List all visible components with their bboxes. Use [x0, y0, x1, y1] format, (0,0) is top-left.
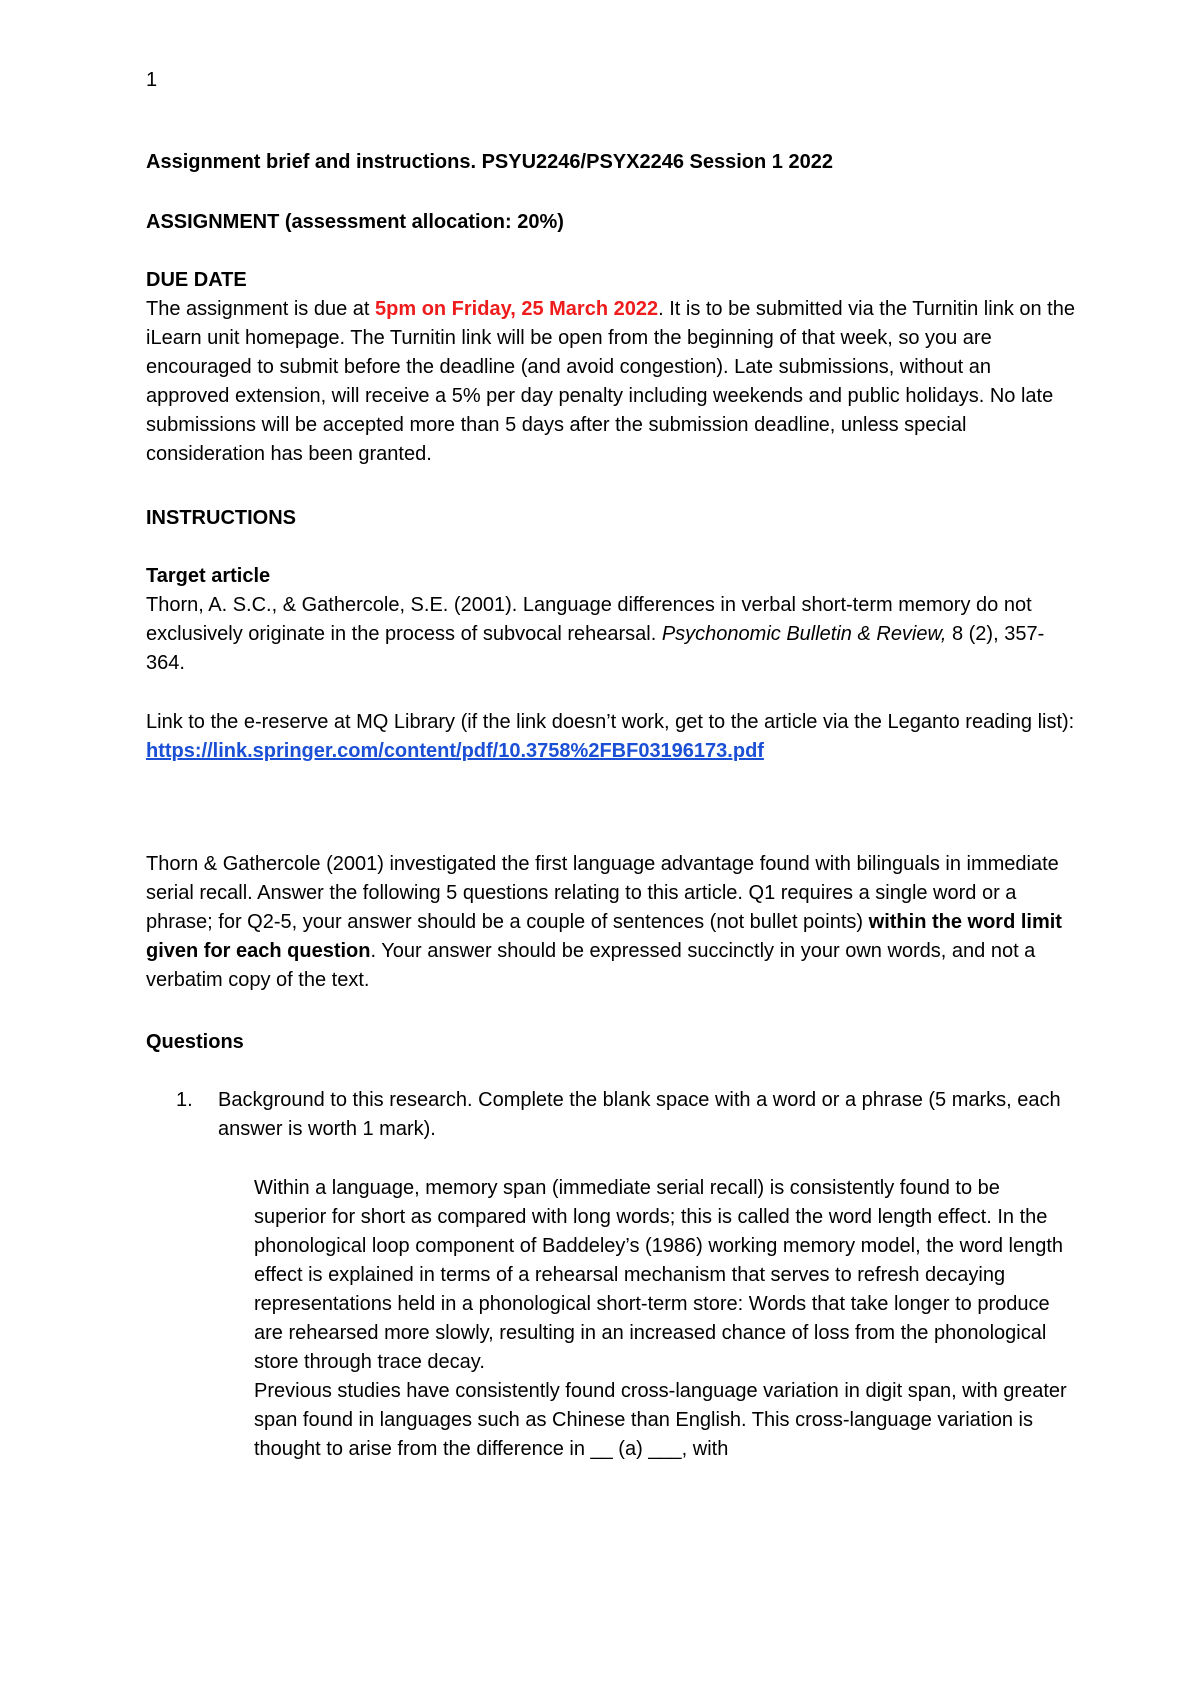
library-text: Link to the e-reserve at MQ Library (if the link doesn’t work, get to the article via the Leganto reading list): — [146, 711, 1075, 733]
question-1-text: Background to this research. Complete the blank space with a word or a phrase (5 marks, each answer is worth 1 mark). — [218, 1089, 1061, 1140]
due-date-heading: DUE DATE — [146, 269, 247, 291]
article-link[interactable]: https://link.springer.com/content/pdf/10.3758%2FBF03196173.pdf — [146, 740, 764, 762]
target-article-heading: Target article — [146, 565, 271, 587]
target-citation — [146, 591, 1076, 678]
document-title: Assignment brief and instructions. PSYU2246/PSYX2246 Session 1 2022 — [146, 151, 833, 173]
due-text-before: The assignment is due at — [146, 298, 376, 320]
deadline-text: 5pm on Friday, 25 March 2022 — [375, 298, 659, 320]
intro-part2: . Your answer should be expressed succinctly in your own words, and not a verbatim copy of the text. — [146, 940, 1036, 991]
page-number: 1 — [146, 69, 158, 91]
question-1-paragraph-2: Previous studies have consistently found cross-language variation in digit span, with greater span found in languages such as Chinese than English. This cross-language variation is thought to arise from the difference in __ (a) ___, with — [254, 1380, 1067, 1460]
intro-part1: Thorn & Gathercole (2001) investigated the first language advantage found with bilinguals in immediate serial recall. Answer the following 5 questions relating to this article. Q1 requires a single word or a phrase; for Q2-5, your answer should be a couple of sentences (not bullet points) — [146, 853, 1059, 933]
due-date-paragraph — [146, 295, 1076, 469]
citation-journal: Psychonomic Bulletin & Review, — [661, 623, 947, 645]
intro-paragraph — [146, 850, 1076, 995]
assignment-heading: ASSIGNMENT (assessment allocation: 20%) — [146, 211, 564, 233]
instructions-heading: INSTRUCTIONS — [146, 507, 296, 529]
question-1-paragraph-1: Within a language, memory span (immediate serial recall) is consistently found to be superior for short as compared with long words; this is called the word length effect. In the phonological loop component of Baddeley’s (1986) working memory model, the word length effect is explained in terms of a rehearsal mechanism that serves to refresh decaying representations held in a phonological short-term store: Words that take longer to produce are rehearsed more slowly, resulting in an increased chance of loss from the phonological store through trace decay. — [254, 1177, 1063, 1373]
citation-end: 8 (2), 357-364. — [146, 623, 1045, 674]
library-link-paragraph — [146, 708, 1076, 766]
intro-bold: within the word limit given for each question — [146, 911, 1062, 962]
citation-main: Thorn, A. S.C., & Gathercole, S.E. (2001). Language differences in verbal short-term memory do not exclusively originate in the process of subvocal rehearsal. — [146, 594, 1032, 645]
question-1-number: 1. — [176, 1089, 193, 1111]
questions-heading: Questions — [146, 1031, 244, 1053]
due-text-after: . It is to be submitted via the Turnitin link on the iLearn unit homepage. The Turnitin link will be open from the beginning of that week, so you are encouraged to submit before the deadline (and avoid congestion). Late submissions, without an approved extension, will receive a 5% per day penalty including weekends and public holidays. No late submissions will be accepted more than 5 days after the submission deadline, unless special consideration has been granted. — [146, 298, 1075, 465]
